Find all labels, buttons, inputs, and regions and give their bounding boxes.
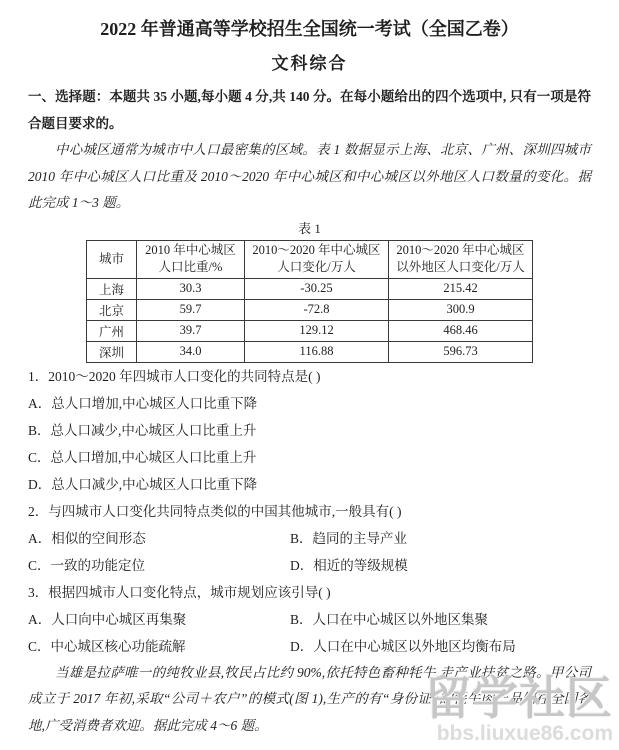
passage-yak-intro: 当雄是拉萨唯一的纯牧业县,牧民占比约 90%,依托特色畜种牦牛,走产业扶贫之路。甲公司成立于 2017 年初,采取“公司＋农户”的模式(图 1),生产的有“身份证”的牦牛肉产品销往全国各地,广受消费者欢迎。据此完成 4～6 题。 [28,664,591,733]
question-2-stem: 2．与四城市人口变化共同特点类似的中国其他城市,一般具有( ) [28,503,402,519]
table-header-ratio-2010: 2010 年中心城区 人口比重/% [137,240,245,278]
question-1-option-c: C．总人口增加,中心城区人口比重上升 [28,449,257,465]
cell-central-change: -30.25 [245,278,389,299]
exam-subject: 文科综合 [271,54,348,73]
population-table [86,240,533,363]
table-row-beijing [87,299,533,320]
cell-outer-change: 596.73 [389,341,533,362]
table-row-shenzhen [87,341,533,362]
cell-outer-change: 468.46 [389,320,533,341]
question-2-option-b: B．趋同的主导产业 [290,530,408,546]
table-header-central-change: 2010～2020 年中心城区 人口变化/万人 [245,240,389,278]
exam-title: 2022 年普通高等学校招生全国统一考试（全国乙卷） [100,19,519,39]
cell-city: 上海 [87,278,137,299]
cell-ratio: 39.7 [137,320,245,341]
question-2-options-row-1 [28,525,591,552]
cell-city: 深圳 [87,341,137,362]
cell-city: 广州 [87,320,137,341]
cell-city: 北京 [87,299,137,320]
question-1-option-b: B．总人口减少,中心城区人口比重上升 [28,422,257,438]
question-1-stem: 1．2010～2020 年四城市人口变化的共同特点是( ) [28,368,321,384]
passage-cities-intro: 中心城区通常为城市中人口最密集的区域。表 1 数据显示上海、北京、广州、深圳四城市 2010 年中心城区人口比重及 2010～2020 年中心城区和中心城区以外地区人口数量的变化。据此完成 1～3 题。 [28,142,591,210]
question-3-option-d: D．人口在中心城区以外地区均衡布局 [290,638,516,654]
watermark-logo: 留学社区 [425,672,613,724]
watermark-url: bbs.liuxue86.com [436,722,613,745]
table-caption: 表 1 [298,220,321,236]
section-instructions: 一、选择题：本题共 35 小题,每小题 4 分,共 140 分。在每小题给出的四个选项中, 只有一项是符合题目要求的。 [28,89,591,131]
cell-ratio: 34.0 [137,341,245,362]
table-row-guangzhou [87,320,533,341]
cell-central-change: 116.88 [245,341,389,362]
table-header-city: 城市 [87,240,137,278]
question-3-option-a: A．人口向中心城区再集聚 [28,611,187,627]
question-1-option-d: D．总人口减少,中心城区人口比重下降 [28,476,258,492]
question-3-option-b: B．人口在中心城区以外地区集聚 [290,611,489,627]
question-3-options-row-1 [28,606,591,633]
cell-central-change: 129.12 [245,320,389,341]
question-3-stem: 3．根据四城市人口变化特点，城市规划应该引导( ) [28,584,331,600]
table-header-row [87,240,533,278]
table-row-shanghai [87,278,533,299]
cell-ratio: 59.7 [137,299,245,320]
question-1-option-a: A．总人口增加,中心城区人口比重下降 [28,395,258,411]
cell-central-change: -72.8 [245,299,389,320]
cell-ratio: 30.3 [137,278,245,299]
question-2-option-a: A．相似的空间形态 [28,530,146,546]
question-2-option-d: D．相近的等级规模 [290,557,408,573]
question-2-option-c: C．一致的功能定位 [28,557,146,573]
question-2-options-row-2 [28,552,591,579]
table-header-outer-change: 2010～2020 年中心城区 以外地区人口变化/万人 [389,240,533,278]
question-3-option-c: C．中心城区核心功能疏解 [28,638,186,654]
cell-outer-change: 215.42 [389,278,533,299]
cell-outer-change: 300.9 [389,299,533,320]
question-3-options-row-2 [28,633,591,660]
